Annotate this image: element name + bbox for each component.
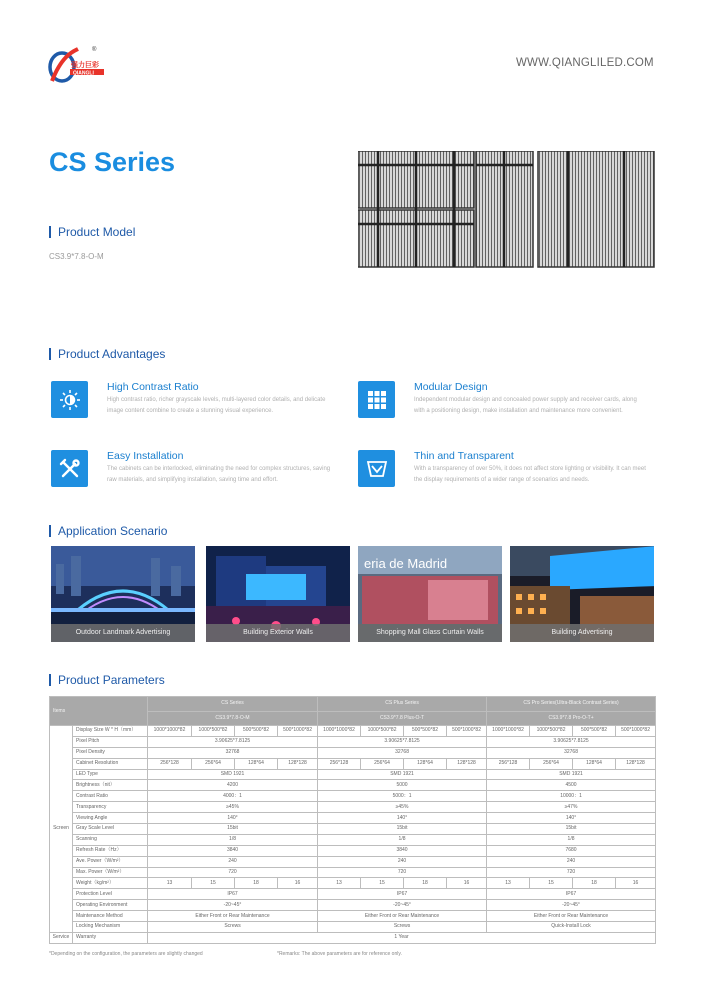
row-label: Pixel Pitch bbox=[73, 736, 148, 747]
logo-sub: QIANGLI bbox=[73, 70, 94, 77]
row-label: Warranty bbox=[73, 932, 148, 943]
series-model: CS3.9*7.8 Plus-O-T bbox=[318, 711, 487, 726]
advantage-title: Easy Installation bbox=[107, 450, 184, 462]
row-label: Display Size W * H（mm） bbox=[73, 726, 148, 737]
table-cell: Either Front or Rear Maintenance bbox=[318, 911, 487, 922]
table-cell: ≥45% bbox=[318, 802, 487, 813]
table-cell: 18 bbox=[404, 878, 447, 889]
table-cell: 128*128 bbox=[447, 758, 487, 769]
advantage-easy-installation bbox=[51, 450, 341, 500]
table-cell: 140° bbox=[487, 813, 656, 824]
table-cell: 256*128 bbox=[148, 758, 192, 769]
advantage-title: Modular Design bbox=[414, 381, 488, 393]
table-cell: 5000 bbox=[318, 780, 487, 791]
table-row bbox=[50, 911, 656, 922]
table-cell: 128*64 bbox=[235, 758, 278, 769]
table-cell: 4500 bbox=[487, 780, 656, 791]
table-cell: 3.90625*7.8125 bbox=[148, 736, 318, 747]
row-label: Max. Power（W/m²） bbox=[73, 867, 148, 878]
product-advantages-heading: Product Advantages bbox=[49, 348, 165, 360]
logo-text: 强力巨彩 bbox=[71, 61, 99, 69]
table-cell: 16 bbox=[447, 878, 487, 889]
table-cell: 128*64 bbox=[573, 758, 616, 769]
table-row bbox=[50, 845, 656, 856]
scenario-landmark bbox=[51, 546, 195, 642]
product-parameters-table bbox=[49, 696, 656, 944]
scenario-exterior-walls bbox=[206, 546, 350, 642]
table-cell: 1000*500*82 bbox=[192, 726, 235, 737]
table-row bbox=[50, 802, 656, 813]
table-cell: 32768 bbox=[148, 747, 318, 758]
table-cell: 32768 bbox=[487, 747, 656, 758]
table-cell: 3.90625*7.8125 bbox=[318, 736, 487, 747]
table-cell: 500*1000*82 bbox=[616, 726, 656, 737]
series-name: CS Series bbox=[148, 697, 318, 712]
table-cell: 13 bbox=[487, 878, 530, 889]
table-cell: 15bit bbox=[318, 824, 487, 835]
table-cell: 256*128 bbox=[318, 758, 361, 769]
items-header: Items bbox=[50, 697, 148, 726]
table-row bbox=[50, 867, 656, 878]
scenario-building-advertising bbox=[510, 546, 654, 642]
table-cell: 15 bbox=[361, 878, 404, 889]
application-scenario-heading: Application Scenario bbox=[49, 525, 167, 537]
table-cell: Screws bbox=[318, 922, 487, 933]
advantage-high-contrast bbox=[51, 381, 341, 431]
table-cell: 13 bbox=[148, 878, 192, 889]
table-row bbox=[50, 824, 656, 835]
sun-icon bbox=[51, 381, 88, 418]
product-model-heading: Product Model bbox=[49, 226, 135, 238]
table-row bbox=[50, 769, 656, 780]
table-row bbox=[50, 758, 656, 769]
table-cell: IP67 bbox=[487, 889, 656, 900]
table-cell: SMD 1921 bbox=[148, 769, 318, 780]
table-row bbox=[50, 900, 656, 911]
table-cell: Either Front or Rear Maintenance bbox=[487, 911, 656, 922]
transparent-panel-icon bbox=[358, 450, 395, 487]
group-service: Service bbox=[50, 932, 73, 943]
advantage-desc: With a transparency of over 50%, it does not affect store lighting or visibility. It can meet the display requirements of a wider range of scenarios and needs. bbox=[414, 466, 646, 483]
series-name: CS Pro Series(Ultra-Black Contrast Series) bbox=[487, 697, 656, 712]
row-label: Maintenance Method bbox=[73, 911, 148, 922]
table-cell: 1000*500*82 bbox=[530, 726, 573, 737]
row-label: Locking Mechanism bbox=[73, 922, 148, 933]
table-cell: Quick-Install Lock bbox=[487, 922, 656, 933]
website-url[interactable]: WWW.QIANGLILED.COM bbox=[516, 57, 654, 69]
series-title: CS Series bbox=[49, 147, 176, 177]
table-row bbox=[50, 791, 656, 802]
scenario-caption: Shopping Mall Glass Curtain Walls bbox=[358, 624, 502, 642]
tools-icon bbox=[51, 450, 88, 487]
advantage-desc: High contrast ratio, richer grayscale levels, multi-layered color details, and delicate image content combine to create a stunning visual experience. bbox=[107, 397, 326, 414]
row-label: Ave. Power（W/m²） bbox=[73, 856, 148, 867]
row-label: LED Type bbox=[73, 769, 148, 780]
row-label: Viewing Angle bbox=[73, 813, 148, 824]
table-row bbox=[50, 780, 656, 791]
table-row bbox=[50, 834, 656, 845]
series-name: CS Plus Series bbox=[318, 697, 487, 712]
table-cell: 3.90625*7.8125 bbox=[487, 736, 656, 747]
table-cell: 720 bbox=[318, 867, 487, 878]
table-cell: 15 bbox=[192, 878, 235, 889]
table-cell: Either Front or Rear Maintenance bbox=[148, 911, 318, 922]
table-cell: 15bit bbox=[487, 824, 656, 835]
group-screen: Screen bbox=[50, 726, 73, 933]
table-cell: 1/8 bbox=[487, 834, 656, 845]
table-row bbox=[50, 932, 656, 943]
footnote-config: *Depending on the configuration, the parameters are slightly changed bbox=[49, 951, 203, 957]
scenario-caption: Building Exterior Walls bbox=[206, 624, 350, 642]
advantage-desc: The cabinets can be interlocked, eliminating the need for complex structures, saving raw materials, and simplifying installation, saving time and effort. bbox=[107, 466, 331, 483]
advantage-modular-design bbox=[358, 381, 648, 431]
table-cell: 1/8 bbox=[318, 834, 487, 845]
table-cell: SMD 1921 bbox=[487, 769, 656, 780]
table-row bbox=[50, 747, 656, 758]
table-cell: -20~45° bbox=[487, 900, 656, 911]
table-cell: 18 bbox=[235, 878, 278, 889]
table-row bbox=[50, 889, 656, 900]
row-label: Contrast Ratio bbox=[73, 791, 148, 802]
mall-sign-text: eria de Madrid bbox=[364, 556, 448, 571]
table-cell: Screws bbox=[148, 922, 318, 933]
table-cell: 1/8 bbox=[148, 834, 318, 845]
row-label: Refresh Rate（Hz） bbox=[73, 845, 148, 856]
row-label: Transparency bbox=[73, 802, 148, 813]
table-cell: 1000*1000*82 bbox=[148, 726, 192, 737]
table-cell: 1 Year bbox=[148, 932, 656, 943]
table-cell: -20~45° bbox=[148, 900, 318, 911]
table-cell: 15bit bbox=[148, 824, 318, 835]
table-cell: 240 bbox=[487, 856, 656, 867]
table-cell: 500*500*82 bbox=[404, 726, 447, 737]
table-cell: 500*1000*82 bbox=[447, 726, 487, 737]
table-cell: 240 bbox=[318, 856, 487, 867]
table-row bbox=[50, 813, 656, 824]
table-cell: 32768 bbox=[318, 747, 487, 758]
table-cell: 1000*500*82 bbox=[361, 726, 404, 737]
table-row bbox=[50, 726, 656, 737]
table-cell: 3840 bbox=[148, 845, 318, 856]
product-cabinets-image bbox=[358, 151, 656, 269]
table-cell: 500*500*82 bbox=[235, 726, 278, 737]
table-cell: 128*64 bbox=[404, 758, 447, 769]
table-cell: 128*128 bbox=[278, 758, 318, 769]
table-cell: 5000：1 bbox=[318, 791, 487, 802]
table-cell: 4200 bbox=[148, 780, 318, 791]
table-cell: SMD 1921 bbox=[318, 769, 487, 780]
table-row bbox=[50, 736, 656, 747]
table-cell: ≥47% bbox=[487, 802, 656, 813]
table-cell: 128*128 bbox=[616, 758, 656, 769]
row-label: Brightness（nit） bbox=[73, 780, 148, 791]
table-cell: 3840 bbox=[318, 845, 487, 856]
table-cell: 140° bbox=[318, 813, 487, 824]
table-cell: 720 bbox=[487, 867, 656, 878]
scenario-mall-curtain-wall bbox=[358, 546, 502, 642]
footnote-remarks: *Remarks: The above parameters are for reference only. bbox=[277, 951, 402, 957]
table-cell: ≥45% bbox=[148, 802, 318, 813]
product-parameters-heading: Product Parameters bbox=[49, 674, 165, 686]
row-label: Cabinet Resolution bbox=[73, 758, 148, 769]
table-cell: 16 bbox=[616, 878, 656, 889]
table-cell: 256*64 bbox=[361, 758, 404, 769]
table-cell: 10000：1 bbox=[487, 791, 656, 802]
table-row bbox=[50, 878, 656, 889]
scenario-caption: Building Advertising bbox=[510, 624, 654, 642]
table-cell: 18 bbox=[573, 878, 616, 889]
advantage-desc: Independent modular design and concealed power supply and receiver cards, along with a positioning design, make installation and maintenance more convenient. bbox=[414, 397, 637, 414]
table-cell: 256*128 bbox=[487, 758, 530, 769]
advantage-thin-transparent bbox=[358, 450, 648, 500]
scenario-caption: Outdoor Landmark Advertising bbox=[51, 624, 195, 642]
series-model: CS3.9*7.8 Pro-O-T+ bbox=[487, 711, 656, 726]
row-label: Weight（kg/m²） bbox=[73, 878, 148, 889]
row-label: Gray Scale Level bbox=[73, 824, 148, 835]
row-label: Operating Environment bbox=[73, 900, 148, 911]
series-model: CS3.9*7.8-O-M bbox=[148, 711, 318, 726]
table-cell: 500*500*82 bbox=[573, 726, 616, 737]
table-cell: 140° bbox=[148, 813, 318, 824]
table-cell: 256*64 bbox=[530, 758, 573, 769]
table-cell: IP67 bbox=[148, 889, 318, 900]
table-cell: 16 bbox=[278, 878, 318, 889]
table-cell: 240 bbox=[148, 856, 318, 867]
table-cell: 7680 bbox=[487, 845, 656, 856]
advantage-title: High Contrast Ratio bbox=[107, 381, 199, 393]
row-label: Protection Level bbox=[73, 889, 148, 900]
table-cell: 1000*1000*82 bbox=[318, 726, 361, 737]
row-label: Scanning bbox=[73, 834, 148, 845]
series-header-row bbox=[50, 697, 656, 712]
table-cell: -20~45° bbox=[318, 900, 487, 911]
table-cell: 13 bbox=[318, 878, 361, 889]
registered-mark: ® bbox=[92, 47, 97, 53]
table-row bbox=[50, 856, 656, 867]
table-cell: 720 bbox=[148, 867, 318, 878]
table-cell: 1000*1000*82 bbox=[487, 726, 530, 737]
table-row bbox=[50, 922, 656, 933]
row-label: Pixel Density bbox=[73, 747, 148, 758]
table-cell: 500*1000*82 bbox=[278, 726, 318, 737]
qiangli-logo bbox=[48, 45, 108, 85]
model-code: CS3.9*7.8-O-M bbox=[49, 252, 104, 261]
table-cell: 256*64 bbox=[192, 758, 235, 769]
table-cell: 4000：1 bbox=[148, 791, 318, 802]
grid-icon bbox=[358, 381, 395, 418]
table-cell: IP67 bbox=[318, 889, 487, 900]
table-cell: 15 bbox=[530, 878, 573, 889]
advantage-title: Thin and Transparent bbox=[414, 450, 514, 462]
